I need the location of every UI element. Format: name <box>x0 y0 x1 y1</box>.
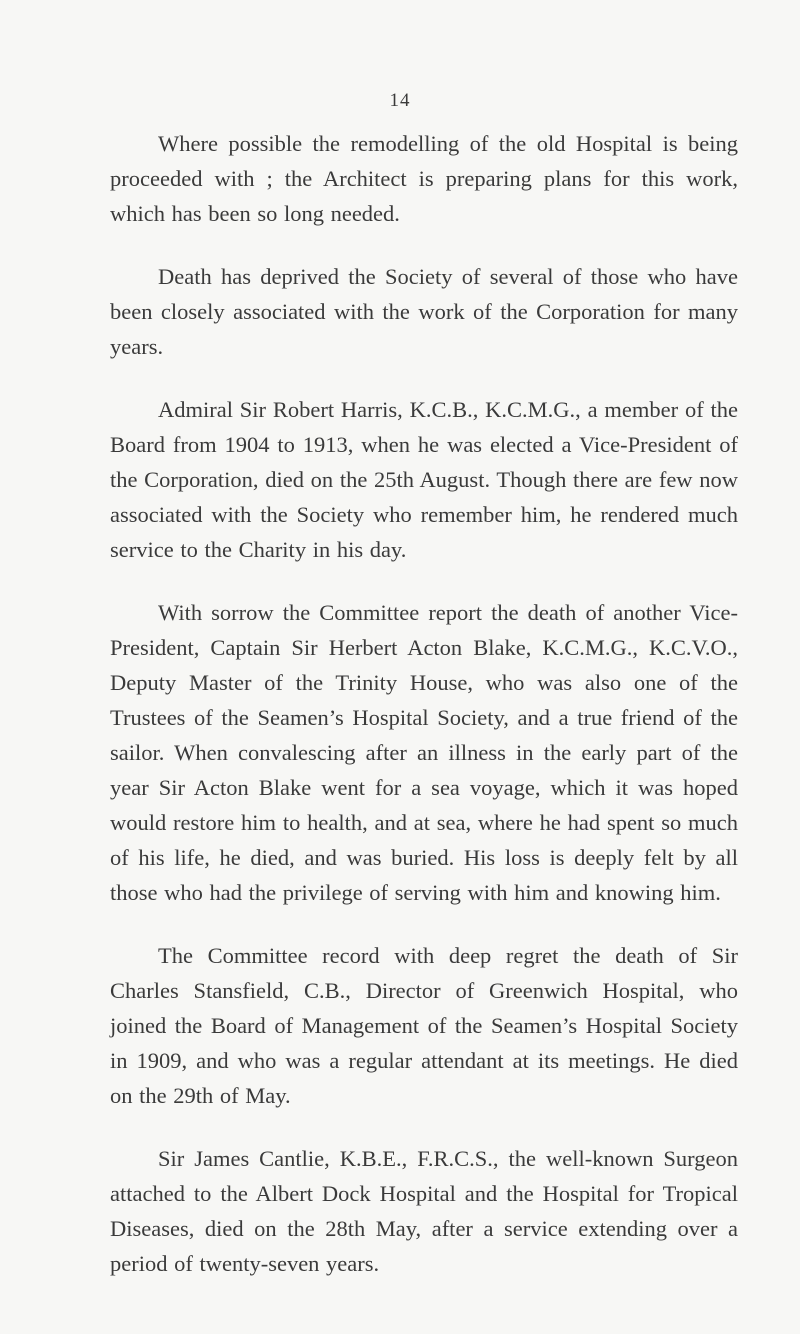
paragraph-james-cantlie: Sir James Cantlie, K.B.E., F.R.C.S., the well-known Surgeon attached to the Albert Dock Hospital and the Hospital for Tropical Diseases, died on the 28th May, after a service extending over a period of twenty-seven years. <box>110 1146 738 1276</box>
page-body <box>110 126 738 1309</box>
paragraph-hospital-remodelling: Where possible the remodelling of the old Hospital is being proceeded with ; the Architect is preparing plans for this work, which has been so long needed. <box>110 131 738 226</box>
paragraph-deaths-intro: Death has deprived the Society of several of those who have been closely associated with the work of the Corporation for many years. <box>110 264 738 359</box>
paragraph-charles-stansfield: The Committee record with deep regret the death of Sir Charles Stansfield, C.B., Director of Greenwich Hospital, who joined the Board of Management of the Seamen’s Hospital Society in 1909, and who was a regular attendant at its meetings. He died on the 29th of May. <box>110 943 738 1108</box>
paragraph-acton-blake: With sorrow the Committee report the death of another Vice-President, Captain Sir Herbert Acton Blake, K.C.M.G., K.C.V.O., Deputy Master of the Trinity House, who was also one of the Trustees of the Seamen’s Hospital Society, and a true friend of the sailor. When convalescing after an illness in the early part of the year Sir Acton Blake went for a sea voyage, which it was hoped would restore him to health, and at sea, where he had spent so much of his life, he died, and was buried. His loss is deeply felt by all those who had the privilege of serving with him and knowing him. <box>110 600 738 905</box>
page-number: 14 <box>389 90 411 111</box>
paragraph-admiral-harris: Admiral Sir Robert Harris, K.C.B., K.C.M.G., a member of the Board from 1904 to 1913, when he was elected a Vice-President of the Corporation, died on the 25th August. Though there are few now associated with the Society who remember him, he rendered much service to the Charity in his day. <box>110 397 738 562</box>
